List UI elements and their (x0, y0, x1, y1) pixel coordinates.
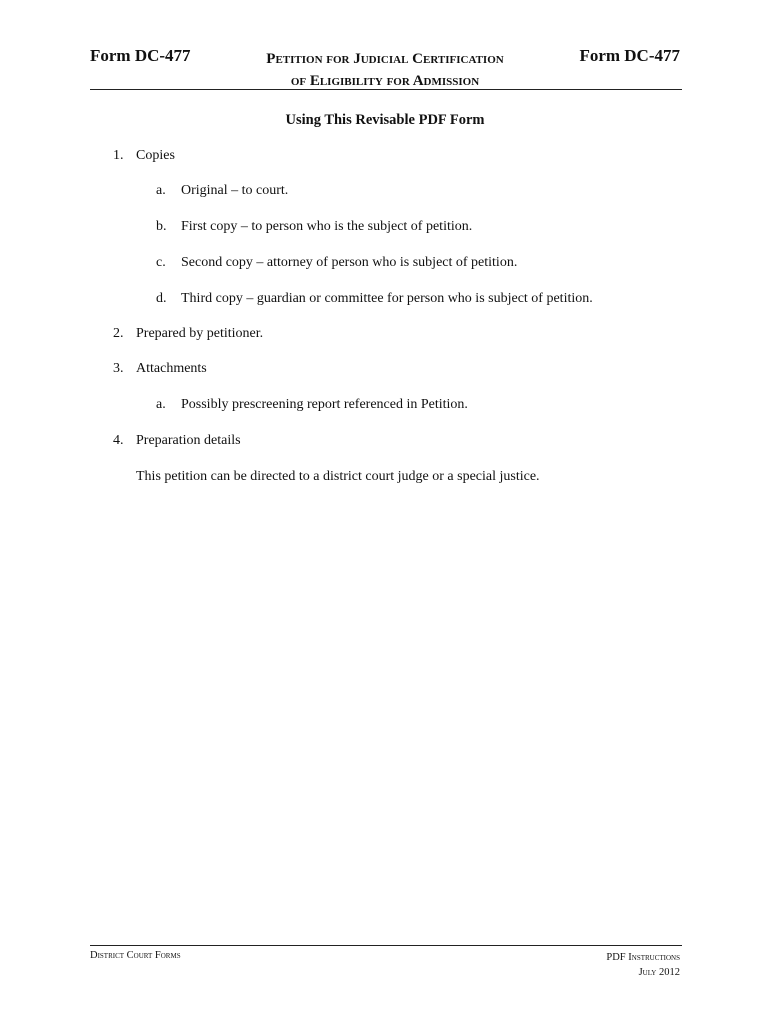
form-title-line-1: Petition for Judicial Certification (266, 51, 504, 67)
header-divider (90, 89, 682, 90)
form-number-right: Form DC-477 (579, 46, 680, 65)
list-item (156, 183, 288, 199)
list-item (113, 148, 175, 164)
footer-right-text (606, 950, 680, 980)
list-item-text: Attachments (136, 361, 207, 376)
list-item-text: First copy – to person who is the subject of petition. (181, 219, 473, 234)
list-item-number: 4. (113, 433, 124, 448)
list-item (156, 397, 468, 413)
form-title-line-2: of Eligibility for Admission (290, 73, 480, 89)
list-item-text: Preparation details (136, 433, 241, 448)
list-item-number: a. (156, 183, 166, 198)
list-item-number: 3. (113, 361, 124, 376)
list-item (156, 255, 517, 271)
list-item-text: Third copy – guardian or committee for person who is subject of petition. (181, 291, 593, 306)
list-item-number: 2. (113, 326, 124, 341)
list-item-number: 1. (113, 148, 124, 163)
list-item-text: Copies (136, 148, 175, 163)
footer-date: July 2012 (638, 967, 680, 978)
footer-divider (90, 945, 682, 946)
list-item (113, 326, 263, 342)
list-item-number: b. (156, 219, 167, 234)
list-item-number: d. (156, 291, 167, 306)
list-item-text: Prepared by petitioner. (136, 326, 264, 341)
list-item-text: Possibly prescreening report referenced in Petition. (181, 397, 468, 412)
list-item-number: c. (156, 255, 166, 270)
list-item (113, 433, 241, 449)
form-number-left: Form DC-477 (90, 46, 191, 65)
list-item-number: a. (156, 397, 166, 412)
footer-left-text: District Court Forms (90, 950, 181, 961)
list-item (113, 361, 207, 377)
list-item (156, 291, 593, 307)
preparation-note: This petition can be directed to a district court judge or a special justice. (136, 469, 540, 484)
list-item-text: Second copy – attorney of person who is subject of petition. (181, 255, 518, 270)
list-item (156, 219, 472, 235)
page-subtitle: Using This Revisable PDF Form (285, 112, 485, 128)
list-item-text: Original – to court. (181, 183, 289, 198)
footer-doc-type: PDF Instructions (606, 952, 680, 963)
